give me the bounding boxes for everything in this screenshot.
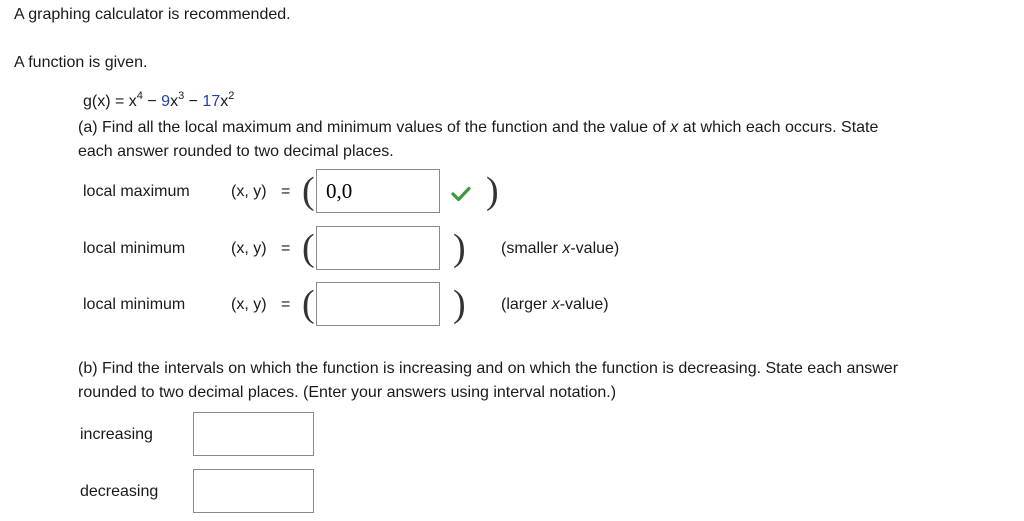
open-paren: ( bbox=[302, 170, 315, 212]
equals-sign: = bbox=[281, 296, 291, 313]
close-paren: ) bbox=[453, 227, 466, 269]
part-b-question-line2: rounded to two decimal places. (Enter your answers using interval notation.) bbox=[78, 384, 617, 401]
increasing-label: increasing bbox=[80, 426, 153, 443]
decreasing-label: decreasing bbox=[80, 483, 159, 500]
decreasing-input[interactable] bbox=[193, 469, 314, 513]
local-maximum-input[interactable] bbox=[316, 169, 440, 213]
local-minimum-larger-input[interactable] bbox=[316, 282, 440, 326]
function-lhs: g(x) = x bbox=[83, 93, 137, 110]
increasing-input[interactable] bbox=[193, 412, 314, 456]
part-a-text: (a) Find all the local maximum and minimum values of the function and the value of bbox=[78, 119, 671, 136]
open-paren: ( bbox=[302, 227, 315, 269]
local-maximum-label: local maximum bbox=[83, 183, 190, 200]
xy-label: (x, y) bbox=[231, 296, 267, 313]
open-paren: ( bbox=[302, 283, 315, 325]
part-a-question-line2: each answer rounded to two decimal places. bbox=[78, 143, 394, 160]
xy-label: (x, y) bbox=[231, 240, 267, 257]
checkmark-icon bbox=[451, 186, 471, 202]
exponent-3: 3 bbox=[178, 90, 185, 102]
note-text: -value) bbox=[570, 240, 620, 257]
minus-sign: − bbox=[184, 93, 203, 110]
equals-sign: = bbox=[281, 183, 291, 200]
local-minimum-label: local minimum bbox=[83, 296, 186, 313]
exponent-4: 4 bbox=[136, 90, 143, 102]
close-paren: ) bbox=[486, 170, 499, 212]
smaller-x-value-note bbox=[501, 239, 619, 259]
function-expression bbox=[83, 86, 234, 112]
coefficient-17: 17 bbox=[202, 93, 221, 110]
note-text: (smaller bbox=[501, 240, 563, 257]
local-minimum-smaller-input[interactable] bbox=[316, 226, 440, 270]
note-text: (larger bbox=[501, 296, 552, 313]
xy-label: (x, y) bbox=[231, 183, 267, 200]
variable-x: x bbox=[670, 119, 679, 136]
minus-sign: − bbox=[142, 93, 162, 110]
coefficient-9: 9 bbox=[161, 93, 171, 110]
exponent-2: 2 bbox=[228, 90, 235, 102]
variable-x: x bbox=[220, 93, 229, 110]
calculator-note: A graphing calculator is recommended. bbox=[14, 6, 291, 23]
part-b-question-line1: (b) Find the intervals on which the function is increasing and on which the function is decreasing. State each answer bbox=[78, 360, 899, 377]
variable-x: x bbox=[551, 296, 560, 313]
note-text: -value) bbox=[559, 296, 609, 313]
part-a-text: at which each occurs. State bbox=[678, 119, 879, 136]
local-minimum-label: local minimum bbox=[83, 240, 186, 257]
problem-intro: A function is given. bbox=[14, 54, 148, 71]
variable-x: x bbox=[562, 240, 571, 257]
close-paren: ) bbox=[453, 283, 466, 325]
part-a-question-line1 bbox=[78, 118, 878, 138]
equals-sign: = bbox=[281, 240, 291, 257]
larger-x-value-note bbox=[501, 295, 609, 315]
variable-x: x bbox=[170, 93, 179, 110]
